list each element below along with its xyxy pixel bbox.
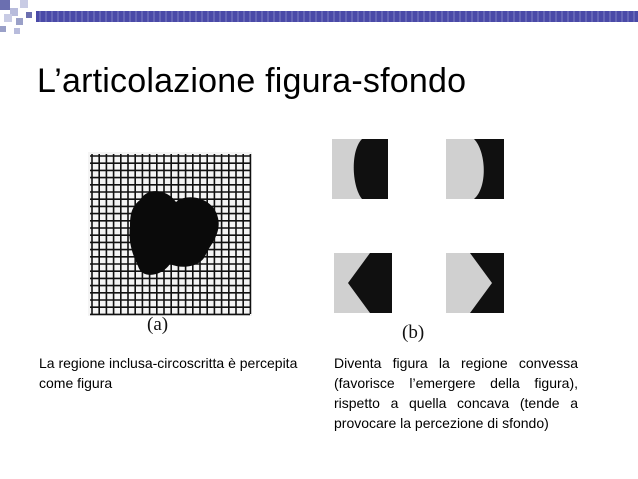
square-top-left [332, 139, 388, 199]
figure-b-image [324, 135, 592, 345]
figure-a-caption: (a) [147, 314, 169, 335]
figure-b-caption: (b) [402, 322, 425, 343]
header-decoration [0, 0, 638, 40]
figure-a-grid-image [88, 152, 252, 340]
square-bottom-left [334, 253, 392, 313]
right-description: Diventa figura la regione convessa (favorisce l’emergere della figura), rispetto a quella concava (tende a provocare la percezione di sfondo) [334, 355, 578, 431]
slide-title: L’articolazione figura-sfondo [37, 62, 467, 100]
left-description: La regione inclusa-circoscritta è percepita come figura [39, 355, 298, 391]
square-bottom-right [446, 253, 504, 313]
decorative-squares [0, 0, 32, 34]
square-top-right [446, 139, 504, 199]
header-bar [36, 11, 638, 22]
